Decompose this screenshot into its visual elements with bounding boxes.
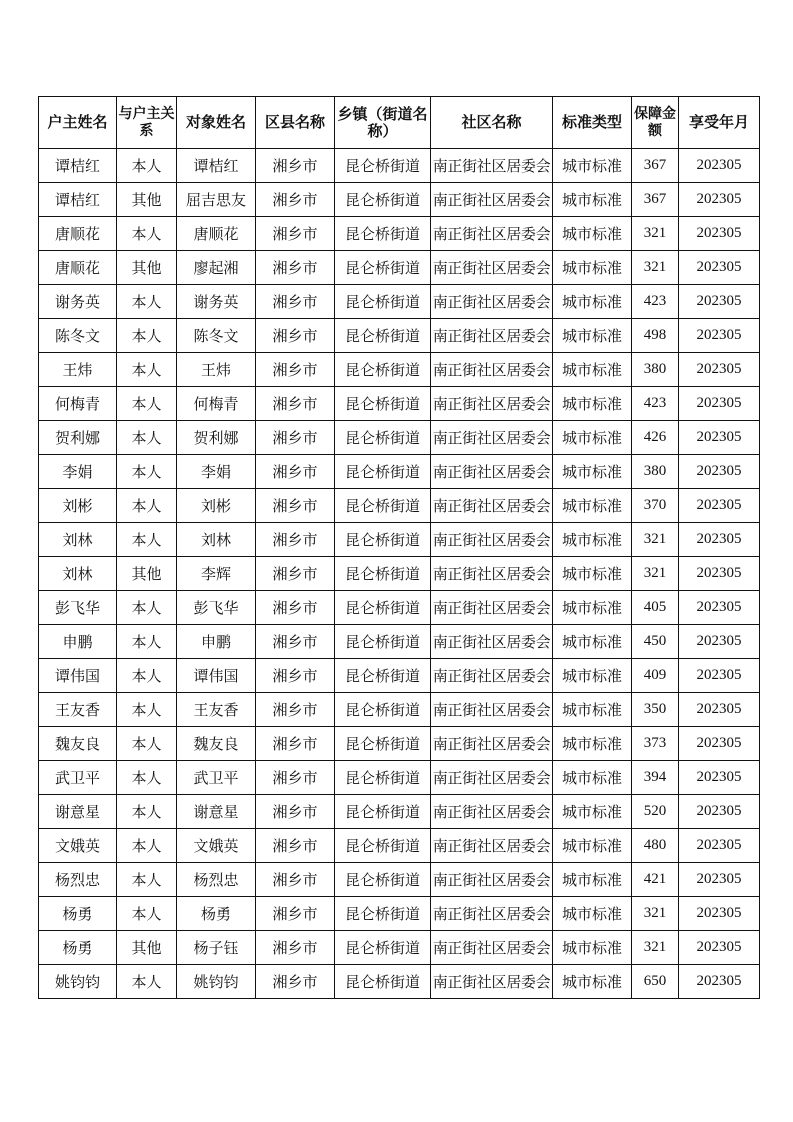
table-row	[39, 353, 760, 387]
cell-county: 湘乡市	[256, 251, 335, 285]
cell-standard-type: 城市标准	[553, 251, 632, 285]
cell-month: 202305	[679, 455, 760, 489]
cell-recipient-name: 姚钧钧	[177, 965, 256, 999]
table-row	[39, 251, 760, 285]
table-row	[39, 829, 760, 863]
cell-relation: 其他	[117, 183, 177, 217]
header-relation: 与户主关系	[117, 97, 177, 149]
cell-standard-type: 城市标准	[553, 659, 632, 693]
table-row	[39, 863, 760, 897]
cell-amount: 405	[632, 591, 679, 625]
cell-township: 昆仑桥街道	[335, 965, 431, 999]
table-row	[39, 523, 760, 557]
cell-amount: 321	[632, 217, 679, 251]
cell-township: 昆仑桥街道	[335, 931, 431, 965]
cell-standard-type: 城市标准	[553, 591, 632, 625]
cell-township: 昆仑桥街道	[335, 523, 431, 557]
cell-month: 202305	[679, 421, 760, 455]
cell-recipient-name: 文娥英	[177, 829, 256, 863]
table-row	[39, 897, 760, 931]
cell-community: 南正街社区居委会	[431, 387, 553, 421]
cell-amount: 321	[632, 557, 679, 591]
cell-county: 湘乡市	[256, 693, 335, 727]
cell-month: 202305	[679, 931, 760, 965]
cell-community: 南正街社区居委会	[431, 149, 553, 183]
cell-recipient-name: 刘彬	[177, 489, 256, 523]
cell-amount: 367	[632, 149, 679, 183]
cell-amount: 321	[632, 931, 679, 965]
cell-recipient-name: 王友香	[177, 693, 256, 727]
cell-standard-type: 城市标准	[553, 965, 632, 999]
cell-relation: 其他	[117, 251, 177, 285]
cell-recipient-name: 谢意星	[177, 795, 256, 829]
cell-relation: 其他	[117, 557, 177, 591]
subsidy-table	[38, 96, 760, 999]
cell-amount: 520	[632, 795, 679, 829]
cell-amount: 350	[632, 693, 679, 727]
cell-month: 202305	[679, 591, 760, 625]
cell-standard-type: 城市标准	[553, 149, 632, 183]
cell-amount: 321	[632, 523, 679, 557]
cell-household-head: 彭飞华	[39, 591, 117, 625]
cell-township: 昆仑桥街道	[335, 591, 431, 625]
cell-standard-type: 城市标准	[553, 829, 632, 863]
header-recipient-name: 对象姓名	[177, 97, 256, 149]
cell-township: 昆仑桥街道	[335, 285, 431, 319]
cell-standard-type: 城市标准	[553, 523, 632, 557]
cell-relation: 本人	[117, 489, 177, 523]
cell-month: 202305	[679, 217, 760, 251]
header-month: 享受年月	[679, 97, 760, 149]
cell-standard-type: 城市标准	[553, 863, 632, 897]
cell-recipient-name: 谭桔红	[177, 149, 256, 183]
cell-community: 南正街社区居委会	[431, 523, 553, 557]
table-row	[39, 795, 760, 829]
cell-community: 南正街社区居委会	[431, 659, 553, 693]
cell-amount: 394	[632, 761, 679, 795]
cell-county: 湘乡市	[256, 659, 335, 693]
cell-relation: 本人	[117, 625, 177, 659]
cell-household-head: 刘林	[39, 523, 117, 557]
cell-community: 南正街社区居委会	[431, 693, 553, 727]
cell-community: 南正街社区居委会	[431, 897, 553, 931]
header-township: 乡镇（街道名称）	[335, 97, 431, 149]
header-county: 区县名称	[256, 97, 335, 149]
cell-standard-type: 城市标准	[553, 727, 632, 761]
cell-month: 202305	[679, 149, 760, 183]
header-household-head: 户主姓名	[39, 97, 117, 149]
cell-household-head: 陈冬文	[39, 319, 117, 353]
cell-recipient-name: 廖起湘	[177, 251, 256, 285]
table-row	[39, 319, 760, 353]
cell-month: 202305	[679, 965, 760, 999]
cell-community: 南正街社区居委会	[431, 625, 553, 659]
cell-county: 湘乡市	[256, 319, 335, 353]
cell-recipient-name: 杨烈忠	[177, 863, 256, 897]
cell-recipient-name: 何梅青	[177, 387, 256, 421]
cell-amount: 409	[632, 659, 679, 693]
cell-recipient-name: 王炜	[177, 353, 256, 387]
cell-township: 昆仑桥街道	[335, 795, 431, 829]
cell-relation: 本人	[117, 863, 177, 897]
cell-recipient-name: 贺利娜	[177, 421, 256, 455]
cell-community: 南正街社区居委会	[431, 217, 553, 251]
cell-recipient-name: 陈冬文	[177, 319, 256, 353]
header-amount: 保障金额	[632, 97, 679, 149]
cell-month: 202305	[679, 659, 760, 693]
cell-household-head: 唐顺花	[39, 251, 117, 285]
cell-standard-type: 城市标准	[553, 183, 632, 217]
cell-standard-type: 城市标准	[553, 489, 632, 523]
cell-month: 202305	[679, 319, 760, 353]
cell-community: 南正街社区居委会	[431, 931, 553, 965]
cell-community: 南正街社区居委会	[431, 829, 553, 863]
cell-county: 湘乡市	[256, 489, 335, 523]
cell-community: 南正街社区居委会	[431, 863, 553, 897]
cell-recipient-name: 唐顺花	[177, 217, 256, 251]
cell-township: 昆仑桥街道	[335, 863, 431, 897]
cell-township: 昆仑桥街道	[335, 387, 431, 421]
table-header	[39, 97, 760, 149]
table-row	[39, 693, 760, 727]
header-row	[39, 97, 760, 149]
cell-month: 202305	[679, 523, 760, 557]
cell-standard-type: 城市标准	[553, 455, 632, 489]
cell-relation: 本人	[117, 149, 177, 183]
cell-county: 湘乡市	[256, 727, 335, 761]
cell-amount: 367	[632, 183, 679, 217]
cell-community: 南正街社区居委会	[431, 591, 553, 625]
cell-relation: 本人	[117, 795, 177, 829]
table-row	[39, 285, 760, 319]
cell-township: 昆仑桥街道	[335, 183, 431, 217]
cell-amount: 480	[632, 829, 679, 863]
cell-amount: 321	[632, 897, 679, 931]
cell-community: 南正街社区居委会	[431, 183, 553, 217]
cell-amount: 498	[632, 319, 679, 353]
cell-standard-type: 城市标准	[553, 625, 632, 659]
cell-relation: 本人	[117, 319, 177, 353]
cell-recipient-name: 申鹏	[177, 625, 256, 659]
cell-recipient-name: 谭伟国	[177, 659, 256, 693]
cell-recipient-name: 谢务英	[177, 285, 256, 319]
cell-township: 昆仑桥街道	[335, 659, 431, 693]
cell-relation: 本人	[117, 387, 177, 421]
cell-recipient-name: 刘林	[177, 523, 256, 557]
cell-household-head: 谢意星	[39, 795, 117, 829]
cell-county: 湘乡市	[256, 761, 335, 795]
cell-household-head: 文娥英	[39, 829, 117, 863]
cell-township: 昆仑桥街道	[335, 625, 431, 659]
cell-recipient-name: 李娟	[177, 455, 256, 489]
cell-standard-type: 城市标准	[553, 761, 632, 795]
cell-recipient-name: 杨勇	[177, 897, 256, 931]
cell-community: 南正街社区居委会	[431, 285, 553, 319]
table-row	[39, 727, 760, 761]
table-row	[39, 931, 760, 965]
cell-recipient-name: 魏友良	[177, 727, 256, 761]
cell-month: 202305	[679, 693, 760, 727]
cell-township: 昆仑桥街道	[335, 149, 431, 183]
cell-relation: 本人	[117, 285, 177, 319]
cell-relation: 本人	[117, 455, 177, 489]
cell-recipient-name: 杨子钰	[177, 931, 256, 965]
cell-township: 昆仑桥街道	[335, 897, 431, 931]
cell-household-head: 贺利娜	[39, 421, 117, 455]
cell-county: 湘乡市	[256, 421, 335, 455]
cell-standard-type: 城市标准	[553, 217, 632, 251]
table-row	[39, 557, 760, 591]
cell-month: 202305	[679, 625, 760, 659]
cell-county: 湘乡市	[256, 523, 335, 557]
cell-standard-type: 城市标准	[553, 557, 632, 591]
cell-amount: 373	[632, 727, 679, 761]
cell-month: 202305	[679, 387, 760, 421]
cell-township: 昆仑桥街道	[335, 727, 431, 761]
cell-township: 昆仑桥街道	[335, 829, 431, 863]
cell-community: 南正街社区居委会	[431, 421, 553, 455]
cell-county: 湘乡市	[256, 863, 335, 897]
cell-county: 湘乡市	[256, 285, 335, 319]
header-community: 社区名称	[431, 97, 553, 149]
cell-month: 202305	[679, 489, 760, 523]
cell-amount: 370	[632, 489, 679, 523]
cell-county: 湘乡市	[256, 353, 335, 387]
cell-county: 湘乡市	[256, 897, 335, 931]
cell-standard-type: 城市标准	[553, 285, 632, 319]
cell-household-head: 杨勇	[39, 897, 117, 931]
cell-household-head: 李娟	[39, 455, 117, 489]
header-standard-type: 标准类型	[553, 97, 632, 149]
cell-amount: 421	[632, 863, 679, 897]
cell-household-head: 谭伟国	[39, 659, 117, 693]
table-row	[39, 625, 760, 659]
cell-month: 202305	[679, 285, 760, 319]
cell-county: 湘乡市	[256, 591, 335, 625]
cell-county: 湘乡市	[256, 557, 335, 591]
cell-month: 202305	[679, 557, 760, 591]
cell-relation: 其他	[117, 931, 177, 965]
cell-month: 202305	[679, 761, 760, 795]
table-row	[39, 591, 760, 625]
cell-month: 202305	[679, 897, 760, 931]
cell-month: 202305	[679, 727, 760, 761]
table-row	[39, 217, 760, 251]
cell-relation: 本人	[117, 727, 177, 761]
cell-household-head: 何梅青	[39, 387, 117, 421]
cell-amount: 380	[632, 353, 679, 387]
cell-standard-type: 城市标准	[553, 319, 632, 353]
cell-township: 昆仑桥街道	[335, 217, 431, 251]
cell-relation: 本人	[117, 761, 177, 795]
cell-recipient-name: 武卫平	[177, 761, 256, 795]
cell-county: 湘乡市	[256, 965, 335, 999]
cell-standard-type: 城市标准	[553, 897, 632, 931]
cell-township: 昆仑桥街道	[335, 353, 431, 387]
cell-relation: 本人	[117, 523, 177, 557]
cell-township: 昆仑桥街道	[335, 455, 431, 489]
cell-township: 昆仑桥街道	[335, 319, 431, 353]
cell-month: 202305	[679, 863, 760, 897]
cell-household-head: 刘彬	[39, 489, 117, 523]
cell-amount: 423	[632, 285, 679, 319]
table-row	[39, 183, 760, 217]
cell-relation: 本人	[117, 693, 177, 727]
cell-township: 昆仑桥街道	[335, 761, 431, 795]
cell-county: 湘乡市	[256, 931, 335, 965]
cell-amount: 423	[632, 387, 679, 421]
table-row	[39, 659, 760, 693]
cell-relation: 本人	[117, 353, 177, 387]
cell-amount: 380	[632, 455, 679, 489]
cell-relation: 本人	[117, 659, 177, 693]
cell-household-head: 谭桔红	[39, 149, 117, 183]
cell-household-head: 谢务英	[39, 285, 117, 319]
cell-township: 昆仑桥街道	[335, 489, 431, 523]
cell-relation: 本人	[117, 897, 177, 931]
cell-county: 湘乡市	[256, 795, 335, 829]
cell-amount: 650	[632, 965, 679, 999]
table-row	[39, 455, 760, 489]
cell-household-head: 王炜	[39, 353, 117, 387]
table-row	[39, 421, 760, 455]
cell-community: 南正街社区居委会	[431, 727, 553, 761]
cell-standard-type: 城市标准	[553, 353, 632, 387]
table-body	[39, 149, 760, 999]
cell-relation: 本人	[117, 217, 177, 251]
cell-household-head: 申鹏	[39, 625, 117, 659]
cell-relation: 本人	[117, 421, 177, 455]
cell-community: 南正街社区居委会	[431, 455, 553, 489]
cell-community: 南正街社区居委会	[431, 795, 553, 829]
cell-standard-type: 城市标准	[553, 931, 632, 965]
cell-month: 202305	[679, 183, 760, 217]
cell-standard-type: 城市标准	[553, 693, 632, 727]
cell-relation: 本人	[117, 591, 177, 625]
table-row	[39, 489, 760, 523]
cell-amount: 426	[632, 421, 679, 455]
cell-standard-type: 城市标准	[553, 421, 632, 455]
cell-community: 南正街社区居委会	[431, 761, 553, 795]
cell-township: 昆仑桥街道	[335, 693, 431, 727]
cell-relation: 本人	[117, 965, 177, 999]
document-sheet	[38, 96, 760, 999]
cell-household-head: 杨烈忠	[39, 863, 117, 897]
cell-community: 南正街社区居委会	[431, 319, 553, 353]
cell-relation: 本人	[117, 829, 177, 863]
cell-county: 湘乡市	[256, 149, 335, 183]
cell-household-head: 武卫平	[39, 761, 117, 795]
cell-standard-type: 城市标准	[553, 387, 632, 421]
cell-household-head: 唐顺花	[39, 217, 117, 251]
cell-month: 202305	[679, 795, 760, 829]
table-row	[39, 965, 760, 999]
cell-household-head: 杨勇	[39, 931, 117, 965]
cell-township: 昆仑桥街道	[335, 251, 431, 285]
table-row	[39, 149, 760, 183]
cell-community: 南正街社区居委会	[431, 489, 553, 523]
cell-amount: 450	[632, 625, 679, 659]
cell-community: 南正街社区居委会	[431, 251, 553, 285]
cell-community: 南正街社区居委会	[431, 353, 553, 387]
cell-household-head: 王友香	[39, 693, 117, 727]
cell-recipient-name: 彭飞华	[177, 591, 256, 625]
cell-standard-type: 城市标准	[553, 795, 632, 829]
cell-household-head: 姚钧钧	[39, 965, 117, 999]
cell-household-head: 魏友良	[39, 727, 117, 761]
cell-county: 湘乡市	[256, 625, 335, 659]
cell-household-head: 谭桔红	[39, 183, 117, 217]
cell-amount: 321	[632, 251, 679, 285]
cell-community: 南正街社区居委会	[431, 965, 553, 999]
cell-township: 昆仑桥街道	[335, 557, 431, 591]
cell-county: 湘乡市	[256, 829, 335, 863]
cell-county: 湘乡市	[256, 387, 335, 421]
cell-community: 南正街社区居委会	[431, 557, 553, 591]
cell-county: 湘乡市	[256, 455, 335, 489]
cell-township: 昆仑桥街道	[335, 421, 431, 455]
table-row	[39, 761, 760, 795]
table-row	[39, 387, 760, 421]
cell-recipient-name: 李辉	[177, 557, 256, 591]
cell-county: 湘乡市	[256, 217, 335, 251]
cell-household-head: 刘林	[39, 557, 117, 591]
cell-county: 湘乡市	[256, 183, 335, 217]
cell-month: 202305	[679, 251, 760, 285]
cell-month: 202305	[679, 353, 760, 387]
cell-month: 202305	[679, 829, 760, 863]
cell-recipient-name: 屈吉思友	[177, 183, 256, 217]
